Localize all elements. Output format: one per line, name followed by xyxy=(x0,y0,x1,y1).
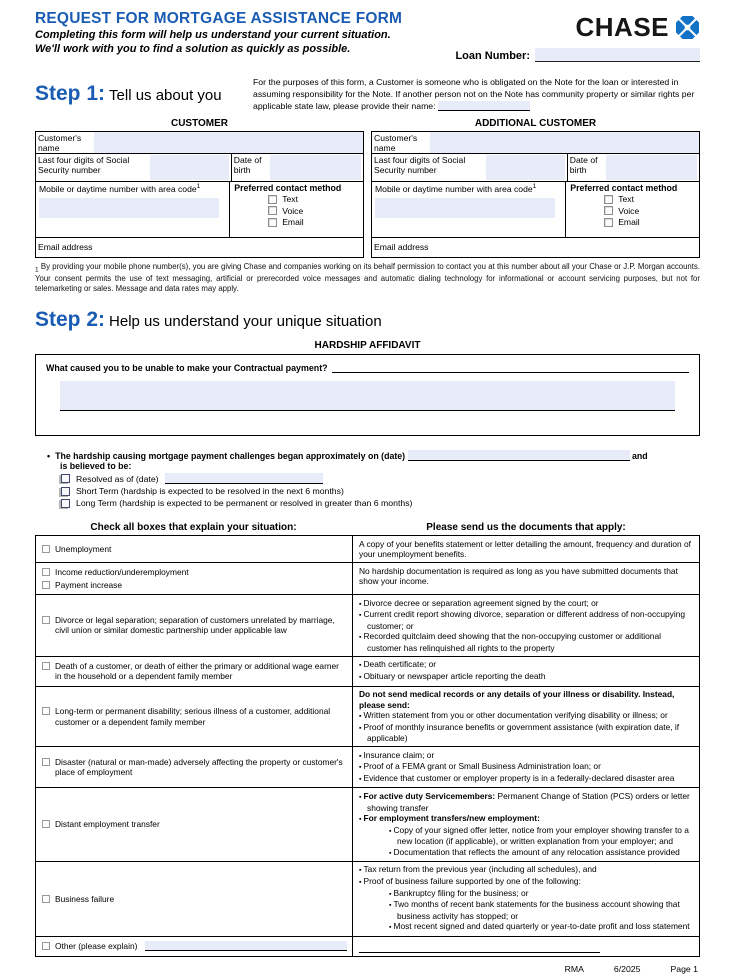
situation-cell-right xyxy=(353,747,699,787)
contact-option-text xyxy=(604,194,695,204)
document-line: ▪ Most recent signed and dated quarterly or year-to-date profit and loss statement xyxy=(389,921,690,932)
bullet-icon: ▪ xyxy=(359,662,362,670)
situation-cell-right xyxy=(353,862,699,936)
situation-label: Income reduction/underemployment xyxy=(55,567,189,578)
situation-label: Disaster (natural or man-made) adversely affecting the property or customer's place of employment xyxy=(55,756,343,778)
bullet-icon: ▪ xyxy=(359,600,362,608)
situation-cell-right xyxy=(353,687,699,747)
document-line: ▪ Death certificate; or xyxy=(359,659,437,670)
form-code: RMA xyxy=(564,963,584,974)
step2-heading xyxy=(35,308,700,332)
situation-checkbox[interactable] xyxy=(42,942,50,950)
ssn-cell xyxy=(372,154,568,181)
situation-left-header: Check all boxes that explain your situation: xyxy=(90,522,297,534)
step2-name: Help us understand your unique situation xyxy=(109,313,382,331)
hardship-affidavit-title: HARDSHIP AFFIDAVIT xyxy=(314,340,421,352)
bullet-icon: ▪ xyxy=(359,713,362,721)
situation-row xyxy=(36,656,699,686)
mobile-cell xyxy=(36,182,230,237)
header-right xyxy=(455,10,700,62)
hardship-question: What caused you to be unable to make your Contractual payment? xyxy=(46,363,328,374)
situation-cell-left xyxy=(36,657,353,686)
chase-wordmark: CHASE xyxy=(575,12,669,42)
voice-option-label: Voice xyxy=(282,205,304,216)
document-line: ▪ Proof of a FEMA grant or Small Business Administration loan; or xyxy=(359,761,601,772)
bullet-icon: ▪ xyxy=(389,849,392,857)
subtitle-line-2: We'll work with you to find a solution as quickly as possible. xyxy=(35,43,351,56)
contact-method-label: Preferred contact method xyxy=(570,182,678,193)
document-line: ▪ Copy of your signed offer letter, notice from your employer showing transfer to a new location (if applicable), or written explanation from your employer; and xyxy=(389,824,689,847)
situation-checkbox-line xyxy=(42,757,347,778)
mobile-label: Mobile or daytime number with area code$^1$ xyxy=(39,182,201,194)
voice-option-label: Voice xyxy=(618,205,640,216)
situation-row xyxy=(36,936,699,956)
bullet-icon: ▪ xyxy=(389,902,392,910)
bullet-icon: ▪ xyxy=(359,879,362,887)
situation-label: Divorce or legal separation; separation of customers unrelated by marriage, civil union or similar domestic partnership under applicable law xyxy=(55,615,335,636)
document-line: No hardship documentation is required as long as you have submitted documents that show your income. xyxy=(359,565,678,587)
header-left xyxy=(35,10,402,56)
document-line: ▪ For active duty Servicemembers: Permanent Change of Station (PCS) orders or letter showing transfer xyxy=(359,790,690,813)
hardship-began-line xyxy=(47,450,700,461)
duration-option-resolved xyxy=(61,473,700,484)
additional-dob-field[interactable] xyxy=(606,155,697,180)
step1-name: Tell us about you xyxy=(109,87,222,104)
chase-logo xyxy=(455,14,700,40)
resolved-label: Resolved as of (date) xyxy=(76,473,159,484)
document-line: ▪ Documentation that reflects the amount of any relocation assistance provided xyxy=(389,846,680,857)
step1-number: Step 1: xyxy=(35,82,106,105)
situation-row xyxy=(36,562,699,594)
situation-label: Other (please explain) xyxy=(55,940,138,951)
situation-checkbox-line xyxy=(42,661,347,682)
hardship-begin-date-field[interactable] xyxy=(408,450,630,461)
email-checkbox[interactable] xyxy=(604,218,613,227)
situation-checkbox[interactable] xyxy=(42,545,50,553)
revision-date: 6/2025 xyxy=(613,963,641,974)
name-label: Customer's name xyxy=(38,132,82,153)
hardship-answer-line[interactable] xyxy=(332,364,689,373)
situation-cell-left xyxy=(36,862,353,936)
document-line: ▪ Proof of monthly insurance benefits or government assistance (with expiration date, if applicable) xyxy=(359,721,680,744)
preferred-contact-cell xyxy=(566,182,699,237)
bullet-icon: ▪ xyxy=(359,612,362,620)
hardship-affidavit-box xyxy=(35,354,700,436)
customer-card xyxy=(35,131,364,258)
document-line: ▪ Two months of recent bank statements for the business account showing that business activity has stopped; or xyxy=(389,899,680,922)
step1-title xyxy=(35,74,253,106)
bullet-icon: ▪ xyxy=(359,764,362,772)
contact-option-email xyxy=(268,217,359,227)
situation-checkbox-line xyxy=(42,544,347,554)
page-number: Page 1 xyxy=(670,963,698,974)
situation-row xyxy=(36,787,699,861)
document-line: ▪ Evidence that customer or employer property is in a federally-declared disaster area xyxy=(359,773,675,784)
short-term-checkbox[interactable] xyxy=(61,487,70,496)
situation-cell-right xyxy=(353,657,699,686)
believed-to-be-text: is believed to be: xyxy=(60,461,132,472)
hardship-timing-section xyxy=(47,450,700,508)
situation-cell-left xyxy=(36,536,353,562)
document-line: ▪ Written statement from you or other documentation verifying disability or illness; or xyxy=(359,710,668,721)
additional-name-row xyxy=(372,132,699,154)
step2-title xyxy=(35,308,382,332)
situation-right-header: Please send us the documents that apply: xyxy=(426,522,626,534)
contact-option-text xyxy=(268,194,359,204)
duration-option-long-term xyxy=(61,498,700,508)
dob-cell xyxy=(232,154,363,181)
additional-mobile-field[interactable] xyxy=(375,198,555,218)
step1-heading xyxy=(35,74,700,113)
situation-checkbox[interactable] xyxy=(42,568,50,576)
subtitle-line-1: Completing this form will help us understand your current situation. xyxy=(35,29,391,41)
voice-checkbox[interactable] xyxy=(604,206,613,215)
document-line: Do not send medical records or any details of your illness or disability. Instead, please send: xyxy=(359,689,675,710)
situation-checkbox-line xyxy=(42,819,347,829)
situation-row xyxy=(36,861,699,936)
situation-cell-left xyxy=(36,747,353,787)
situation-checkbox[interactable] xyxy=(42,616,50,624)
bullet-icon: ▪ xyxy=(389,827,392,835)
additional-email-row xyxy=(372,238,699,257)
resolved-checkbox[interactable] xyxy=(61,474,70,483)
email-checkbox[interactable] xyxy=(268,218,277,227)
situation-checkbox-line xyxy=(42,894,347,904)
customer-email-row xyxy=(36,238,363,257)
customer-name-field[interactable] xyxy=(94,132,363,153)
situation-label: Death of a customer, or death of either the primary or additional wage earner in the household or a dependent family member xyxy=(55,660,339,682)
customer-table-title: CUSTOMER xyxy=(170,117,229,129)
situation-cell-left xyxy=(36,563,353,594)
situation-table xyxy=(35,535,700,956)
situation-table-headers xyxy=(35,522,700,533)
voice-checkbox[interactable] xyxy=(268,206,277,215)
text-checkbox[interactable] xyxy=(604,195,613,204)
customer-dob-field[interactable] xyxy=(270,155,361,180)
additional-customer-card xyxy=(371,131,700,258)
situation-checkbox-line xyxy=(42,567,347,577)
additional-customer-column xyxy=(371,118,700,258)
other-documents-line[interactable] xyxy=(359,945,600,953)
customer-ssn-dob-row xyxy=(36,154,363,182)
bullet-icon: ▪ xyxy=(359,815,362,823)
hardship-question-row xyxy=(46,363,689,373)
phone-consent-footnote: $_1$ By providing your mobile phone number(s), you are giving Chase and companies working on its behalf permission to contact you at this number about all your Chase or J.P. Morgan accounts. Your consent permits the use of text messaging, artificial or prerecorded voice messages and automatic dialing technology for informational or account servicing purposes, but not for telemarketing or sales. Message and data rates may apply. xyxy=(35,261,700,294)
document-line: ▪ Bankruptcy filing for the business; or xyxy=(389,887,529,898)
step1-intro-text: For the purposes of this form, a Customer is someone who is obligated on the Note for the loan or interested in assuming responsibility for the Note. If another person not on the Note has community property or similar rights per applicable state law, please provide their name: xyxy=(253,77,695,112)
duration-option-short-term xyxy=(61,486,700,496)
additional-ssn-dob-row xyxy=(372,154,699,182)
customer-mobile-field[interactable] xyxy=(39,198,219,218)
preferred-contact-cell xyxy=(230,182,363,237)
page-footer xyxy=(35,964,700,974)
bullet-icon: ▪ xyxy=(359,776,362,784)
page-title: REQUEST FOR MORTGAGE ASSISTANCE FORM xyxy=(35,10,403,27)
dob-cell xyxy=(568,154,699,181)
customer-name-row xyxy=(36,132,363,154)
bullet-icon: ▪ xyxy=(359,634,362,642)
ssn-label: Last four digits of Social Security number xyxy=(38,154,130,175)
mobile-label: Mobile or daytime number with area code$^1$ xyxy=(375,182,537,194)
situation-cell-left xyxy=(36,788,353,861)
customer-contact-row xyxy=(36,182,363,238)
situation-cell-left xyxy=(36,595,353,656)
contact-option-voice xyxy=(604,206,695,216)
long-term-label: Long Term (hardship is expected to be permanent or resolved in greater than 6 months) xyxy=(76,498,413,509)
situation-checkbox[interactable] xyxy=(42,758,50,766)
dob-label: Date of birth xyxy=(569,154,598,175)
situation-checkbox-line xyxy=(42,615,347,636)
situation-row xyxy=(36,686,699,747)
other-explain-field[interactable] xyxy=(145,941,347,951)
document-line: ▪ Divorce decree or separation agreement signed by the court; or xyxy=(359,597,599,608)
situation-cell-right xyxy=(353,536,699,562)
mobile-cell xyxy=(372,182,566,237)
additional-name-field[interactable] xyxy=(430,132,699,153)
short-term-label: Short Term (hardship is expected to be resolved in the next 6 months) xyxy=(76,486,344,497)
bullet-icon: • xyxy=(47,451,51,462)
document-line: ▪ Current credit report showing divorce, separation or different address of non-occupying customer; or xyxy=(359,609,686,631)
hardship-began-text: The hardship causing mortgage payment challenges began approximately on (date) xyxy=(55,451,406,462)
bullet-icon: ▪ xyxy=(359,724,362,732)
step2-number: Step 2: xyxy=(35,308,106,332)
contact-option-email xyxy=(604,217,695,227)
chase-octagon-icon xyxy=(675,15,700,40)
loan-number-row xyxy=(455,48,700,62)
situation-label: Distant employment transfer xyxy=(55,819,160,830)
additional-customer-table-title: ADDITIONAL CUSTOMER xyxy=(474,117,597,129)
bullet-icon: ▪ xyxy=(359,867,362,875)
additional-contact-row xyxy=(372,182,699,238)
document-line: ▪ Recorded quitclaim deed showing that the non-occupying customer or additional customer has relinquished all rights to the property xyxy=(359,631,661,653)
situation-checkbox[interactable] xyxy=(42,581,50,589)
customer-column xyxy=(35,118,364,258)
situation-row xyxy=(36,536,699,562)
ssn-label: Last four digits of Social Security number xyxy=(374,154,466,175)
situation-checkbox[interactable] xyxy=(42,662,50,670)
email-label: Email address xyxy=(38,242,93,253)
email-option-label: Email xyxy=(618,217,640,228)
situation-table-body xyxy=(36,536,699,955)
document-line: ▪ Proof of business failure supported by one of the following: xyxy=(359,876,581,887)
situation-label: Long-term or permanent disability; serious illness of a customer, additional customer or a dependent family member xyxy=(55,706,331,727)
hardship-answer-field[interactable] xyxy=(60,381,675,411)
situation-label: Payment increase xyxy=(55,579,123,590)
resolved-date-field[interactable] xyxy=(165,473,323,484)
bullet-icon: ▪ xyxy=(389,924,392,932)
situation-checkbox[interactable] xyxy=(42,820,50,828)
bullet-icon: ▪ xyxy=(359,752,362,760)
form-header xyxy=(35,10,700,62)
customer-ssn-field[interactable] xyxy=(150,155,229,180)
contact-option-voice xyxy=(268,206,359,216)
additional-ssn-field[interactable] xyxy=(486,155,565,180)
text-option-label: Text xyxy=(282,194,298,205)
email-label: Email address xyxy=(374,242,429,253)
bullet-icon: ▪ xyxy=(359,793,362,801)
situation-checkbox[interactable] xyxy=(42,895,50,903)
email-option-label: Email xyxy=(282,217,304,228)
document-line: ▪ For employment transfers/new employment: xyxy=(359,812,540,823)
document-line: ▪ Obituary or newspaper article reporting the death xyxy=(359,671,546,682)
situation-cell-right xyxy=(353,937,699,956)
customer-tables xyxy=(35,118,700,258)
situation-label: Unemployment xyxy=(55,544,112,555)
situation-cell-left xyxy=(36,687,353,747)
situation-checkbox[interactable] xyxy=(42,707,50,715)
situation-row xyxy=(36,594,699,656)
contact-method-label: Preferred contact method xyxy=(234,182,342,193)
situation-cell-right xyxy=(353,563,699,594)
situation-row xyxy=(36,746,699,787)
step1-intro xyxy=(253,74,700,113)
situation-cell-left xyxy=(36,937,353,956)
ssn-cell xyxy=(36,154,232,181)
long-term-checkbox[interactable] xyxy=(61,499,70,508)
other-person-name-field[interactable] xyxy=(438,101,530,111)
text-checkbox[interactable] xyxy=(268,195,277,204)
loan-number-field[interactable] xyxy=(535,48,700,62)
situation-checkbox-line xyxy=(42,706,347,727)
dob-label: Date of birth xyxy=(233,154,262,175)
situation-cell-right xyxy=(353,595,699,656)
situation-checkbox-line xyxy=(42,580,347,590)
document-line: A copy of your benefits statement or letter detailing the amount, frequency and duration of your unemployment benefits. xyxy=(359,538,691,560)
loan-number-label: Loan Number: xyxy=(455,50,530,62)
hardship-and-text: and xyxy=(632,451,648,462)
document-line: ▪ Tax return from the previous year (including all schedules), and xyxy=(359,864,597,875)
situation-label: Business failure xyxy=(55,893,115,904)
bullet-icon: ▪ xyxy=(389,890,392,898)
situation-checkbox-line xyxy=(42,941,347,951)
situation-cell-right xyxy=(353,788,699,861)
name-label: Customer's name xyxy=(374,132,418,153)
bullet-icon: ▪ xyxy=(359,674,362,682)
text-option-label: Text xyxy=(618,194,634,205)
document-line: ▪ Insurance claim; or xyxy=(359,749,435,760)
